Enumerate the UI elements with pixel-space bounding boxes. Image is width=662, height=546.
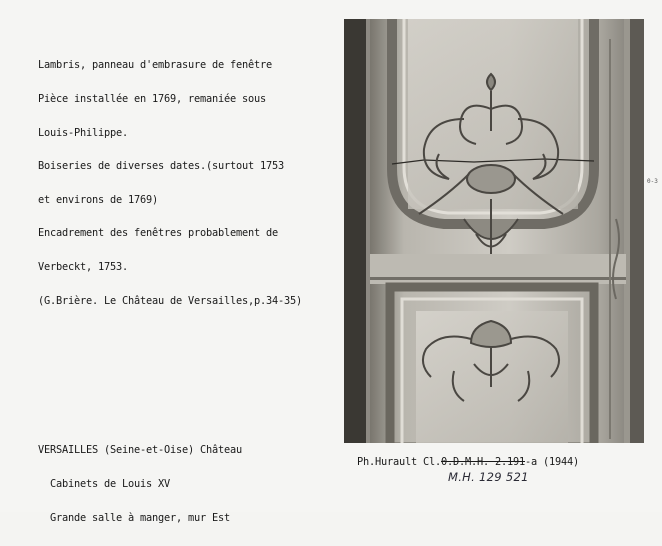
photo-credit: [357, 456, 579, 468]
location-block: [38, 423, 338, 546]
description-line: Pièce installée en 1769, remaniée sous: [38, 93, 266, 105]
description-line: (G.Brière. Le Château de Versailles,p.34-35): [38, 294, 302, 307]
description-line: Verbeckt, 1753.: [38, 260, 128, 273]
description-line: et environs de 1769): [38, 193, 158, 206]
panel-photograph: [344, 19, 644, 443]
description-line: Boiseries de diverses dates.(surtout 1753: [38, 160, 284, 173]
inventory-number: M.H. 129 521: [448, 470, 529, 484]
description-block: [38, 38, 338, 329]
edge-mark: 0-3: [647, 178, 658, 185]
description-line: Encadrement des fenêtres probablement de: [38, 227, 278, 240]
location-line: VERSAILLES (Seine-et-Oise) Château: [38, 444, 242, 457]
credit-struck-reference: 0.D.M.H. 2.191: [441, 456, 525, 468]
credit-prefix: Ph.Hurault Cl.: [357, 456, 441, 468]
description-line: Louis-Philippe.: [38, 126, 128, 139]
description-line: Lambris, panneau d'embrasure de fenêtre: [38, 59, 272, 72]
location-line: Grande salle à manger, mur Est: [38, 511, 230, 524]
carved-panel-image: [344, 19, 644, 443]
location-line: Cabinets de Louis XV: [38, 478, 170, 490]
credit-suffix: -a (1944): [525, 456, 579, 468]
